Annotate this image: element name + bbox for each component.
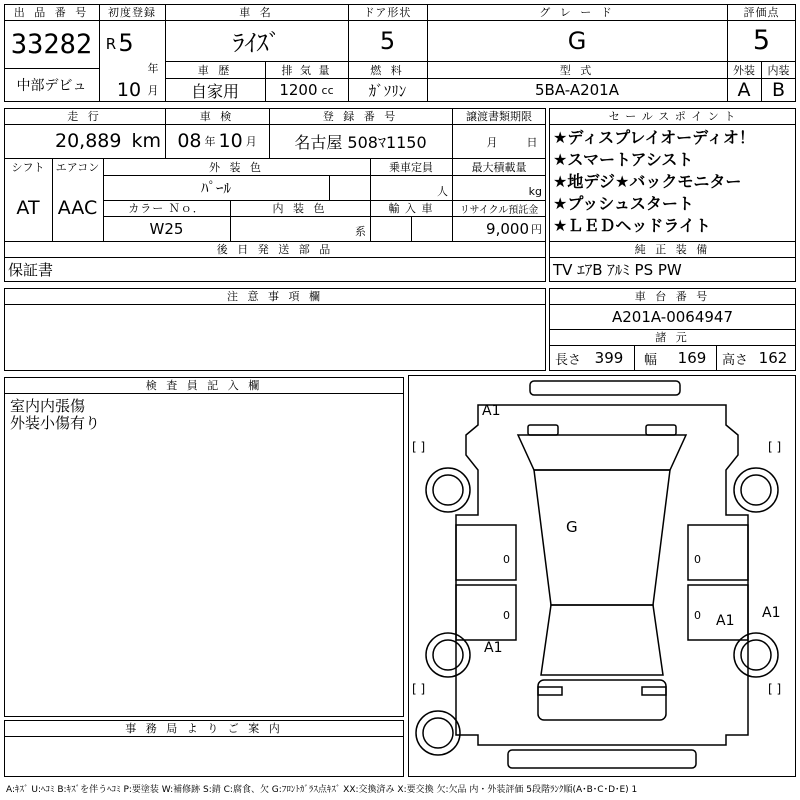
right-headlight-shape [646,425,676,435]
divider [634,345,635,371]
cc-unit: cc [321,83,334,97]
doors-value: 5 [379,26,396,55]
recycle-number: 9,000 [486,219,529,238]
front-bumper-shape [530,381,680,395]
mileage-value [4,124,165,158]
score-value: 5 [752,25,771,56]
recycle-value [452,216,546,241]
bracket-left-top: [ ] [412,440,426,454]
door-type-label: ドア形状 [363,6,412,19]
reg-year-value: 5 [118,29,134,57]
legend-footer: A:ｷｽﾞ U:ﾍｺﾐ B:ｷｽﾞを伴うﾍｺﾐ P:要塗装 W:補修跡 S:錆 C:腐食、欠 G:ﾌﾛﾝﾄｶﾞﾗｽ点ｷｽﾞ XX:交換済み X:要交換 欠:欠品 内・外装評価 5段階ﾗﾝｸ順(A･B･C･D･E) 1 [6,784,638,795]
notes-label: 注 意 事 項 欄 [227,290,323,303]
sales-points-label: セ ー ル ス ポ イ ン ト [608,110,737,123]
sales-point-item: ★地デジ★バックモニター [553,172,742,191]
genuine-equip-label: 純 正 装 備 [634,243,711,256]
followup-parts-label: 後 日 発 送 部 品 [216,243,334,256]
body-outline [456,405,748,745]
mark-front: A1 [482,403,501,419]
rear-bumper-shape [508,750,696,768]
bracket-left-bottom: [ ] [412,682,426,696]
capacity-label: 乗車定員 [389,160,433,174]
km-unit: km [131,130,161,152]
car-name-value: ﾗｲｽﾞ [232,29,281,57]
grade-label: グ レ ー ド [539,6,615,19]
history-label: 車 歴 [197,63,233,77]
specs-label: 諸 元 [655,331,690,344]
interior-label: 内装 [767,63,790,77]
rear-left-wheel-inner [433,640,463,670]
inspection-label: 車 検 [199,110,235,123]
ext-grade-value: A [737,79,751,101]
left-headlight-shape [528,425,558,435]
ext-color-value: ﾊﾟｰﾙ [200,179,231,197]
deadline-day: 日 [526,136,538,149]
mark-roof: G [566,518,578,536]
insp-year-value: 08 [177,130,202,152]
hood-shape [518,435,686,470]
length-label: 長さ [555,352,582,368]
displacement-number: 1200 [279,81,318,99]
sales-point-item: ★ディスプレイオーディオ！ [553,128,755,147]
venue-value: 中部デビュ [16,78,87,94]
rear-right-wheel-inner [741,640,771,670]
lot-no-label: 出 品 番 号 [13,6,90,19]
divider [4,304,546,305]
roof-shape [534,470,670,605]
aircon-label: エアコン [55,160,100,174]
divider [411,216,412,241]
sales-point-item: ★スマートアシスト [553,150,694,169]
front-left-wheel-inner [433,475,463,505]
history-value: 自家用 [190,81,239,101]
zero-right-rear: 0 [694,609,701,622]
inspector-line-2: 外装小傷有り [10,413,101,432]
inspector-label: 検 査 員 記 入 欄 [145,379,263,392]
reg-no-label: 登 録 番 号 [322,110,399,123]
mark-right-rear-fender: A1 [762,605,781,621]
displacement-value [265,78,348,102]
spare-wheel-inner [423,718,453,748]
office-label: 事 務 局 よ り ご 案 内 [125,722,283,735]
divider [4,736,404,737]
car-diagram [408,375,796,777]
deadline-month: 月 [486,136,498,149]
reg-no-value: 名古屋 508ﾏ1150 [294,132,427,152]
model-code-label: 型 式 [559,63,595,77]
reg-month-value: 10 [116,79,142,101]
sales-point-item: ★プッシュスタート [553,194,694,213]
person-unit: 人 [437,185,448,198]
color-no-label: カラー Ｎｏ． [128,202,205,215]
zero-left-rear: 0 [503,609,510,622]
left-tail-lamp-shape [538,687,562,695]
int-color-label: 内 装 色 [272,202,328,215]
width-label: 幅 [644,352,658,368]
transfer-deadline-label: 譲渡書類期限 [466,110,532,123]
followup-parts-value: 保証書 [8,261,54,279]
yen-unit: 円 [531,222,542,236]
inspector-line-1: 室内内張傷 [10,396,86,415]
max-load-label: 最大積載量 [471,160,527,174]
rear-window-shape [541,605,663,675]
height-value: 162 [758,349,788,367]
first-reg-label: 初度登録 [108,6,156,19]
divider [549,124,796,125]
year-unit: 年 [147,62,159,75]
rear-hatch-shape [538,680,666,720]
width-value: 169 [677,349,707,367]
model-code-value: 5BA-A201A [534,81,619,99]
month-unit: 月 [147,84,159,97]
shift-label: シフト [11,160,45,174]
kg-unit: kg [528,184,542,198]
mark-left-rear-door: A1 [484,640,503,656]
displacement-label: 排 気 量 [281,63,332,77]
series-unit: 系 [355,225,366,238]
shift-value: AT [16,197,40,219]
recycle-label: リサイクル預託金 [459,204,539,216]
color-no-value: W25 [149,219,184,238]
chassis-no-label: 車 台 番 号 [634,290,711,303]
height-label: 高さ [722,352,749,368]
import-label: 輸 入 車 [388,202,434,215]
length-value: 399 [594,349,624,367]
sales-points-list [553,127,793,237]
exterior-label: 外装 [733,63,755,77]
aircon-value: AAC [57,197,98,219]
bracket-right-bottom: [ ] [768,682,782,696]
genuine-equip-value: TV ｴｱB ｱﾙﾐ PS PW [553,261,682,279]
car-name-label: 車 名 [239,6,274,19]
mark-right-rear-door: A1 [716,613,735,629]
fuel-label: 燃 料 [370,63,405,77]
era-value: R [105,35,117,53]
sales-point-item: ★ＬＥＤヘッドライト [553,216,711,235]
insp-month-value: 10 [218,130,243,152]
zero-right-front: 0 [694,553,701,566]
ext-color-label: 外 装 色 [209,160,264,174]
lot-no-value: 33282 [10,28,93,60]
fuel-value: ｶﾞｿﾘﾝ [368,81,407,100]
score-label: 評価点 [743,6,780,19]
inspection-value [165,124,269,158]
bracket-right-top: [ ] [768,440,782,454]
front-right-wheel-inner [741,475,771,505]
insp-year-unit: 年 [204,135,216,148]
grade-value: G [567,26,587,55]
chassis-no-value: A201A-0064947 [611,307,734,326]
mileage-number: 20,889 [55,130,122,152]
int-grade-value: B [771,79,786,101]
divider [329,175,330,200]
mileage-label: 走 行 [67,110,102,123]
insp-month-unit: 月 [245,135,257,148]
right-tail-lamp-shape [642,687,666,695]
zero-left-front: 0 [503,553,510,566]
divider [716,345,717,371]
